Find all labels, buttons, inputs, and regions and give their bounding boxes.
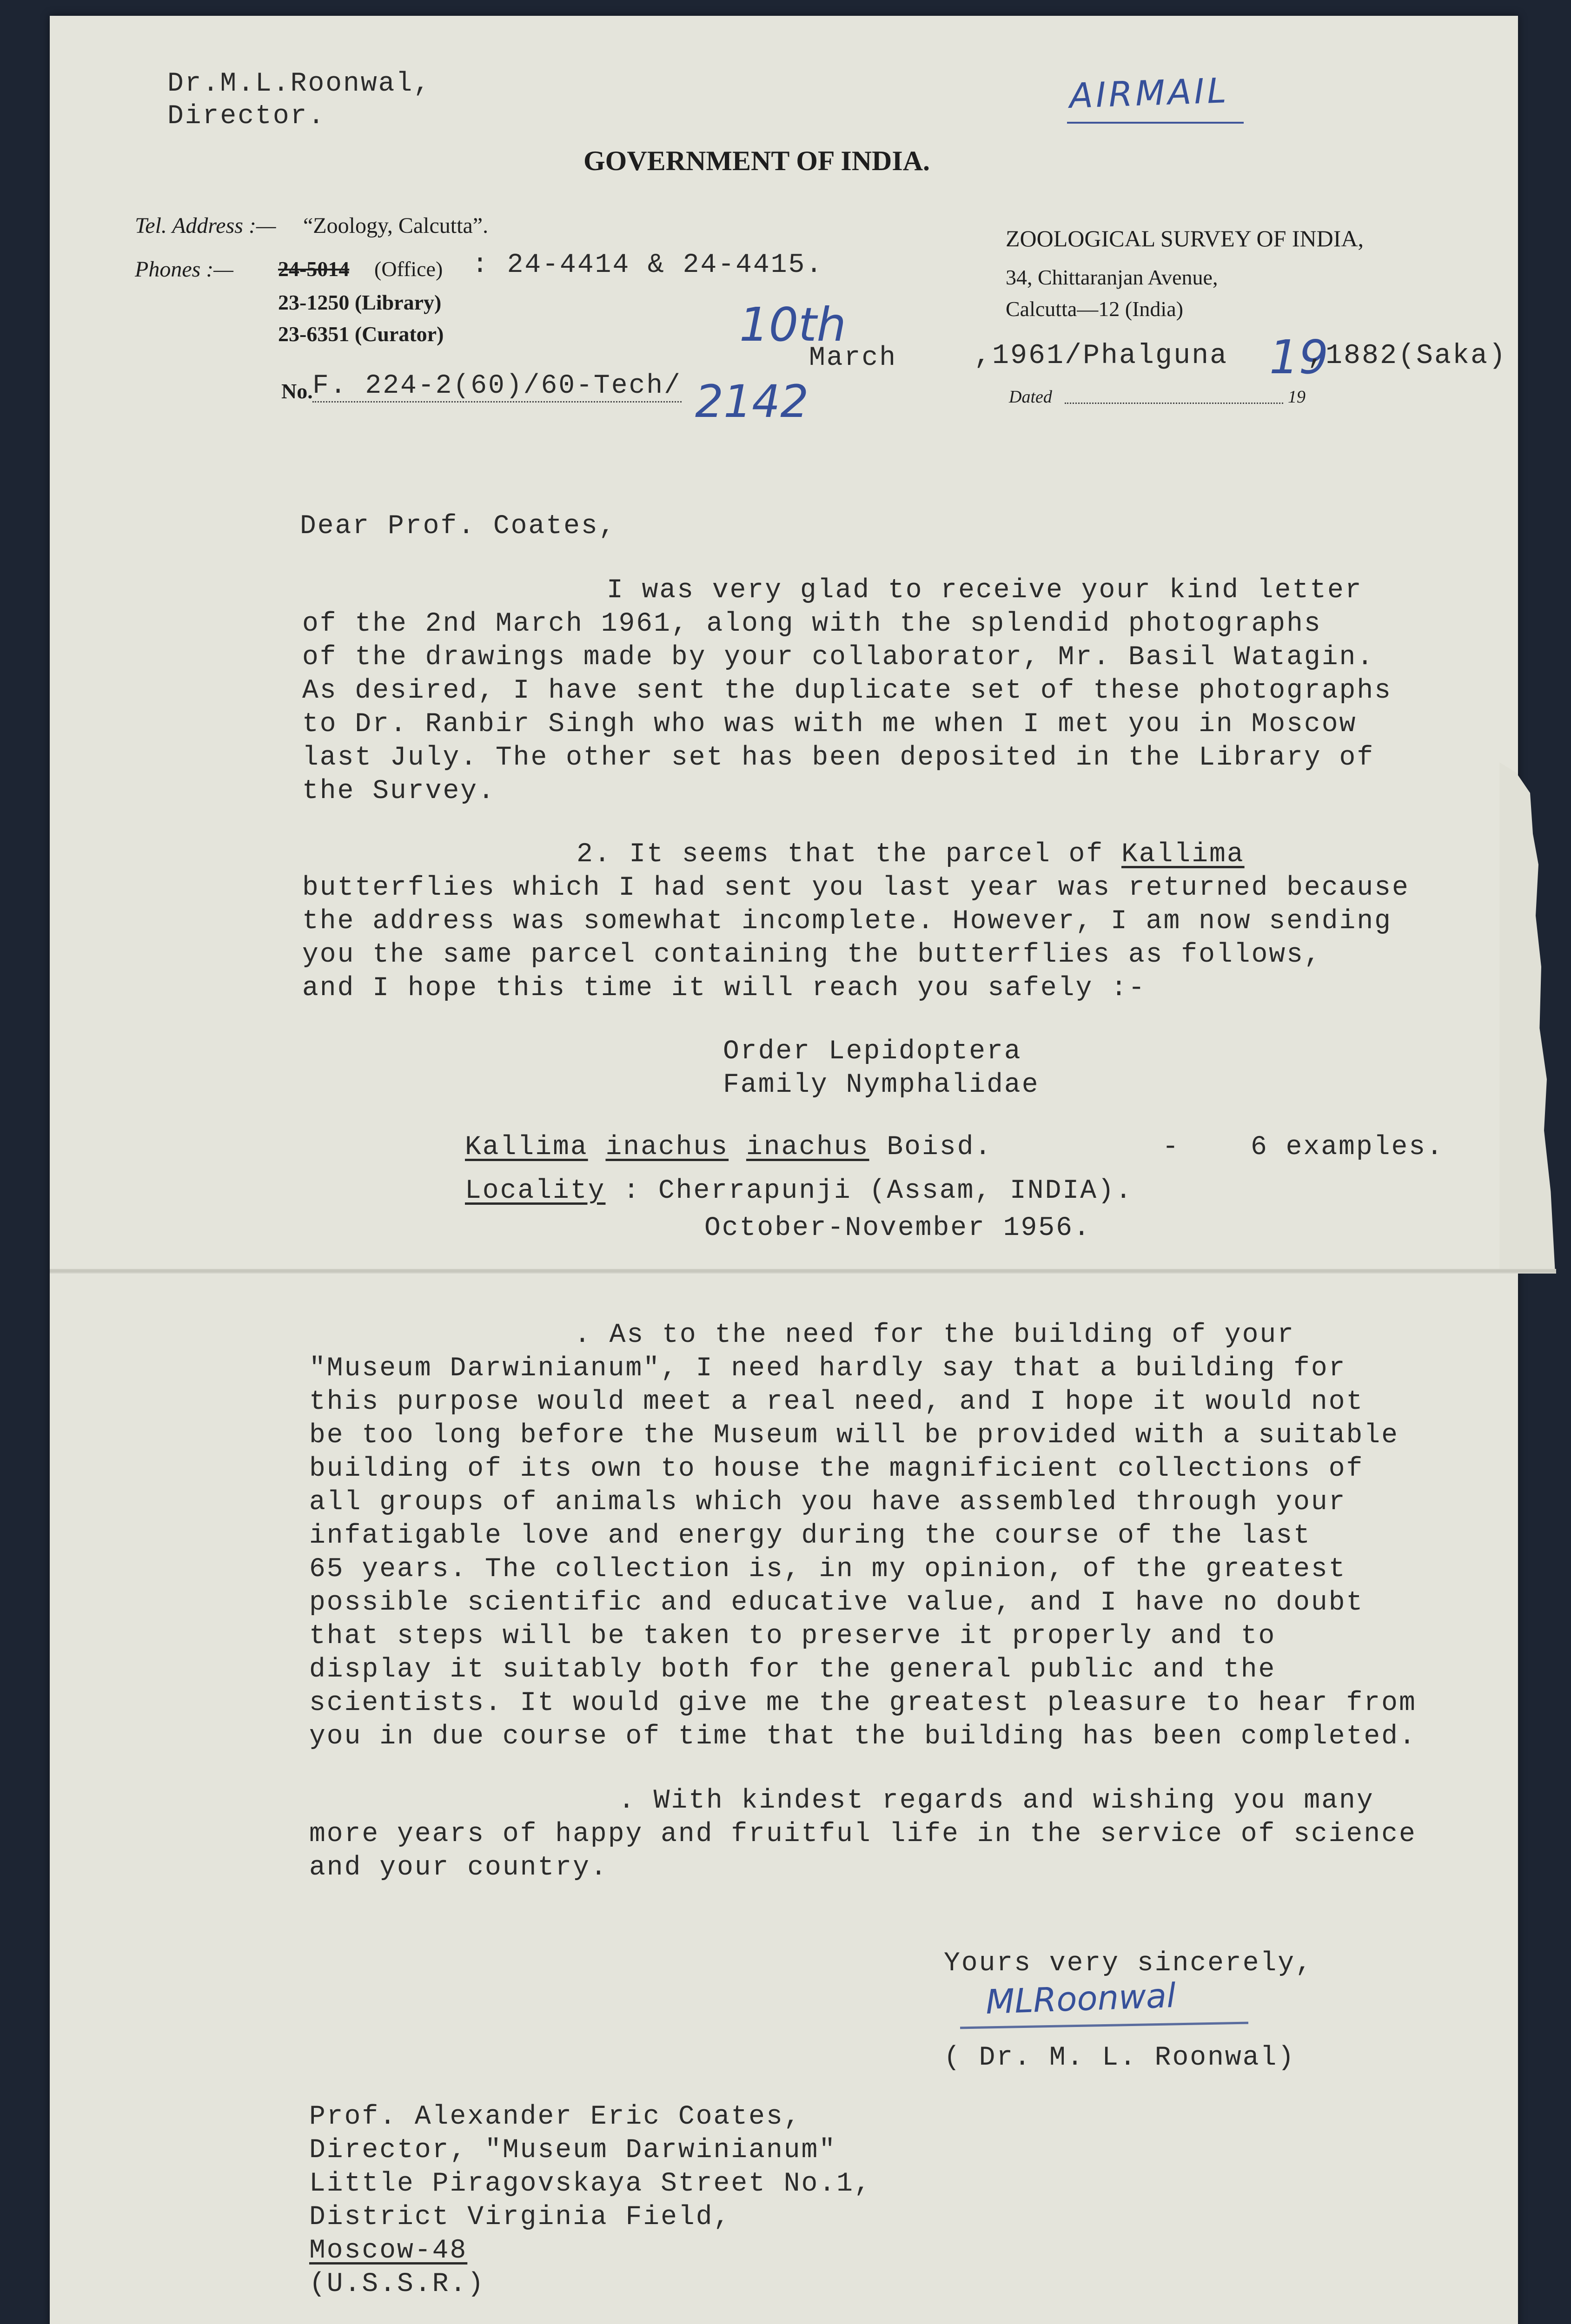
para1-line: to Dr. Ranbir Singh who was with me when I met you in Moscow [302,709,1357,739]
org-name: ZOOLOGICAL SURVEY OF INDIA, [1006,225,1364,251]
tel-address-label: Tel. Address :— [135,213,276,238]
address-line: Little Piragovskaya Street No.1, [309,2169,872,2199]
airmail-underline [1067,122,1244,124]
para3-line: this purpose would meet a real need, and I hope it would not [309,1387,1364,1417]
para3-line: possible scientific and educative value, and I have no doubt [309,1588,1364,1618]
species-genus: Kallima [465,1132,588,1162]
locality-value: : Cherrapunji (Assam, INDIA). [623,1176,1133,1206]
para4-line: more years of happy and fruitful life in the service of science [309,1819,1417,1849]
para2-line: and I hope this time it will reach you safely :- [302,973,1146,1004]
phone-office-typed: : 24-4414 & 24-4415. [472,250,824,280]
para3-line: . As to the need for the building of your [574,1320,1295,1350]
para1-line: I was very glad to receive your kind letter [607,575,1363,606]
para3-line: be too long before the Museum will be provided with a suitable [309,1420,1399,1451]
airmail-annotation: AIRMAIL [1068,71,1230,116]
species-subspecies: inachus [746,1132,869,1162]
org-address-city: Calcutta—12 (India) [1006,297,1183,321]
phone-office-struck: 24-5014 [278,257,350,281]
closing: Yours very sincerely, [944,1948,1313,1979]
phone-office-label: (Office) [374,257,443,281]
salutation: Dear Prof. Coates, [300,511,616,541]
para4-line: and your country. [309,1853,608,1883]
species-name: inachus [605,1132,729,1162]
dated-line [1065,403,1283,404]
sender-title: Director. [167,101,326,132]
para3-line: all groups of animals which you have assembled through your [309,1487,1346,1518]
sender-name: Dr.M.L.Roonwal, [167,69,431,99]
date-saka-handwritten: 19 [1269,330,1329,384]
para1-line: As desired, I have sent the duplicate set of these photographs [302,676,1392,706]
reference-number: F. 224-2(60)/60-Tech/ [312,371,682,403]
government-heading: GOVERNMENT OF INDIA. [583,145,930,176]
para3-line: that steps will be taken to preserve it properly and to [309,1621,1276,1651]
para1-line: of the 2nd March 1961, along with the splendid photographs [302,609,1322,639]
address-line: District Virginia Field, [309,2202,731,2232]
para3-line: "Museum Darwinianum", I need hardly say that a building for [309,1353,1346,1384]
para2-start: 2. It seems that the parcel of [577,839,1104,870]
taxon-family: Family Nymphalidae [723,1070,1040,1100]
para1-line: the Survey. [302,776,496,806]
torn-edge [1499,762,1555,1274]
tel-address-value: “Zoology, Calcutta”. [303,213,489,238]
paper-fold [50,1269,1556,1274]
para3-line: scientists. It would give me the greatest pleasure to hear from [309,1688,1417,1718]
para2-first-line [577,839,1245,870]
address-country: (U.S.S.R.) [309,2269,485,2299]
address-city: Moscow-48 [309,2236,468,2266]
para2-line: the address was somewhat incomplete. However, I am now sending [302,906,1392,937]
dated-label: Dated [1009,387,1052,407]
dated-suffix: 19 [1288,387,1306,407]
no-label: No. [281,379,313,403]
taxon-order: Order Lepidoptera [723,1037,1022,1067]
locality-label: Locality [465,1176,606,1206]
date-day-handwritten: 10th [739,297,846,352]
para1-line: of the drawings made by your collaborator, Mr. Basil Watagin. [302,642,1375,673]
signature: MLRoonwal [985,1975,1177,2022]
date-saka: ,1882(Saka) [1307,340,1507,372]
para3-line: you in due course of time that the building has been completed. [309,1722,1417,1752]
locality-date: October-November 1956. [704,1213,1091,1243]
org-address-street: 34, Chittaranjan Avenue, [1006,265,1218,289]
address-line: Prof. Alexander Eric Coates, [309,2102,802,2132]
address-line: Director, "Museum Darwinianum" [309,2135,837,2166]
para3-line: infatigable love and energy during the course of the last [309,1521,1311,1551]
para3-line: display it suitably both for the general public and the [309,1655,1276,1685]
locality-line [465,1176,1133,1206]
phone-curator: 23-6351 (Curator) [278,322,444,346]
para3-line: 65 years. The collection is, in my opinion, of the greatest [309,1554,1346,1585]
date-month: March [809,343,897,373]
species-author: Boisd. [887,1132,993,1162]
para4-line: . With kindest regards and wishing you many [618,1786,1374,1816]
signatory: ( Dr. M. L. Roonwal) [944,2043,1296,2073]
species-dash: - [1162,1132,1180,1162]
para1-line: last July. The other set has been deposited in the Library of [302,743,1375,773]
species-count: 6 examples. [1251,1132,1444,1162]
species-line [465,1132,992,1162]
phones-label: Phones :— [135,257,233,282]
para2-genus: Kallima [1121,839,1245,870]
reference-handwritten: 2142 [695,376,809,428]
para2-line: butterflies which I had sent you last year was returned because [302,873,1410,903]
para3-line: building of its own to house the magnificient collections of [309,1454,1364,1484]
date-line: ,1961/Phalguna [974,340,1228,372]
para2-line: you the same parcel containing the butterflies as follows, [302,940,1322,970]
phone-library: 23-1250 (Library) [278,290,442,314]
